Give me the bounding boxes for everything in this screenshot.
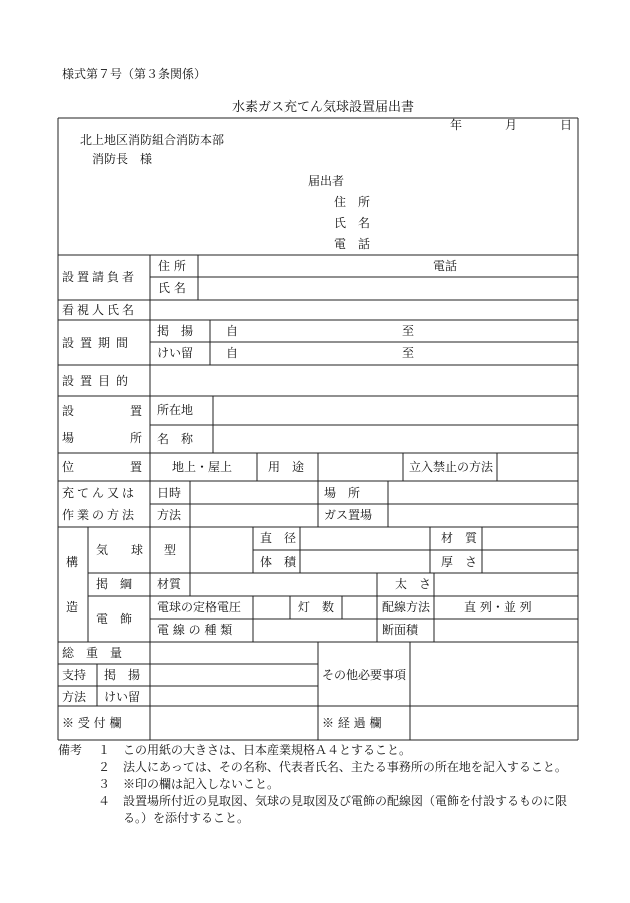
contractor-label: 設置請負者 (62, 270, 138, 284)
period-label: 設置期間 (62, 336, 135, 350)
position-label-1: 位 (62, 460, 75, 474)
lights-label: 電 飾 (96, 612, 133, 626)
balloon-label-1: 気 (96, 543, 109, 557)
contractor-address-label: 住 所 (158, 259, 186, 273)
period-tether-to: 至 (402, 346, 415, 360)
period-tether-from: 自 (226, 346, 239, 360)
lights-wiring-method-label: 配線方法 (382, 600, 431, 614)
period-hoist: 掲 揚 (157, 324, 194, 338)
filling-label-1: 充てん又は (62, 486, 138, 500)
other-label: その他必要事項 (322, 668, 407, 682)
form-title: 水素ガス充てん気球設置届出書 (232, 100, 415, 115)
applicant-phone: 電 話 (334, 237, 371, 251)
filling-place-label: 場 所 (324, 486, 361, 500)
note-text: ※印の欄は記入しないこと。 (123, 777, 280, 791)
position-label-2: 置 (130, 460, 143, 474)
notes-section (58, 742, 583, 827)
balloon-material-label: 材 質 (441, 531, 478, 545)
support-label-2: 方法 (62, 690, 87, 704)
applicant-address: 住 所 (334, 195, 371, 209)
date-day: 日 (560, 118, 573, 132)
structure-label-2: 造 (66, 600, 79, 614)
progress-label: ※ 経 過 欄 (322, 716, 382, 730)
support-tether-label: けい留 (104, 690, 141, 704)
supervisor-label: 看視人氏名 (62, 303, 138, 317)
note-item-2 (58, 759, 583, 776)
filling-method-label: 方法 (157, 508, 182, 522)
filling-gas-storage-label: ガス置場 (324, 508, 373, 522)
contractor-name-label: 氏 名 (158, 281, 186, 295)
note-item-3 (58, 776, 583, 793)
note-number: ３ (98, 777, 111, 791)
balloon-label-2: 球 (131, 543, 144, 557)
note-text: 法人にあっては、その名称、代表者氏名、主たる事務所の所在地を記入すること。 (123, 760, 567, 774)
balloon-volume-label: 体 積 (260, 555, 297, 569)
period-hoist-to: 至 (402, 324, 415, 338)
note-item-1 (58, 742, 583, 759)
balloon-diameter-label: 直 径 (260, 531, 297, 545)
position-restriction-label: 立入禁止の方法 (409, 460, 494, 474)
note-text: この用紙の大きさは、日本産業規格Ａ４とすること。 (123, 743, 412, 757)
period-tether: けい留 (157, 346, 194, 360)
filling-datetime-label: 日時 (157, 486, 182, 500)
contractor-phone-label: 電話 (433, 259, 458, 273)
filling-label-2: 作業の方法 (62, 508, 138, 522)
note-text: 設置場所付近の見取図、気球の見取図及び電飾の配線図（電飾を付設するものに限る。）を添付すること。 (123, 794, 568, 825)
location-label-2: 置 (130, 404, 143, 418)
addressee-chief: 消防長 様 (92, 152, 153, 166)
structure-label-1: 構 (66, 555, 79, 569)
note-number: １ (98, 743, 111, 757)
reception-label: ※ 受 付 欄 (62, 716, 122, 730)
applicant-name: 氏 名 (334, 216, 371, 230)
lights-wiring-value: 直 列・並 列 (464, 600, 532, 614)
location-label-3: 場 (62, 431, 75, 445)
lights-rated-voltage-label: 電球の定格電圧 (157, 600, 242, 614)
total-weight-label: 総 重 量 (62, 646, 123, 660)
rope-label: 掲 綱 (96, 577, 133, 591)
location-name-label: 名 称 (157, 432, 194, 446)
period-hoist-from: 自 (226, 324, 239, 338)
location-label-4: 所 (130, 431, 143, 445)
purpose-label: 設置目的 (62, 374, 135, 388)
notes-label: 備考 (58, 743, 83, 757)
location-address-label: 所在地 (157, 403, 194, 417)
note-item-4 (58, 793, 583, 827)
lights-count-label: 灯 数 (298, 600, 335, 614)
addressee-org: 北上地区消防組合消防本部 (80, 133, 225, 147)
location-label-1: 設 (62, 404, 75, 418)
position-value: 地上・屋上 (172, 460, 233, 474)
rope-material-label: 材質 (157, 577, 182, 591)
note-number: ２ (98, 760, 111, 774)
lights-wire-type-label: 電 線 の 種 類 (157, 623, 233, 637)
balloon-label-3: 型 (164, 543, 177, 557)
rope-thickness-label: 太 さ (395, 577, 432, 591)
support-label-1: 支持 (62, 668, 87, 682)
date-month: 月 (505, 118, 518, 132)
lights-cross-section-label: 断面積 (382, 623, 419, 637)
balloon-thickness-label: 厚 さ (441, 555, 478, 569)
form-number: 様式第７号（第３条関係） (62, 67, 207, 81)
support-hoist-label: 掲 揚 (104, 668, 141, 682)
note-number: ４ (98, 794, 111, 808)
applicant-label: 届出者 (308, 174, 345, 188)
date-year: 年 (450, 118, 463, 132)
position-use-label: 用 途 (268, 460, 305, 474)
